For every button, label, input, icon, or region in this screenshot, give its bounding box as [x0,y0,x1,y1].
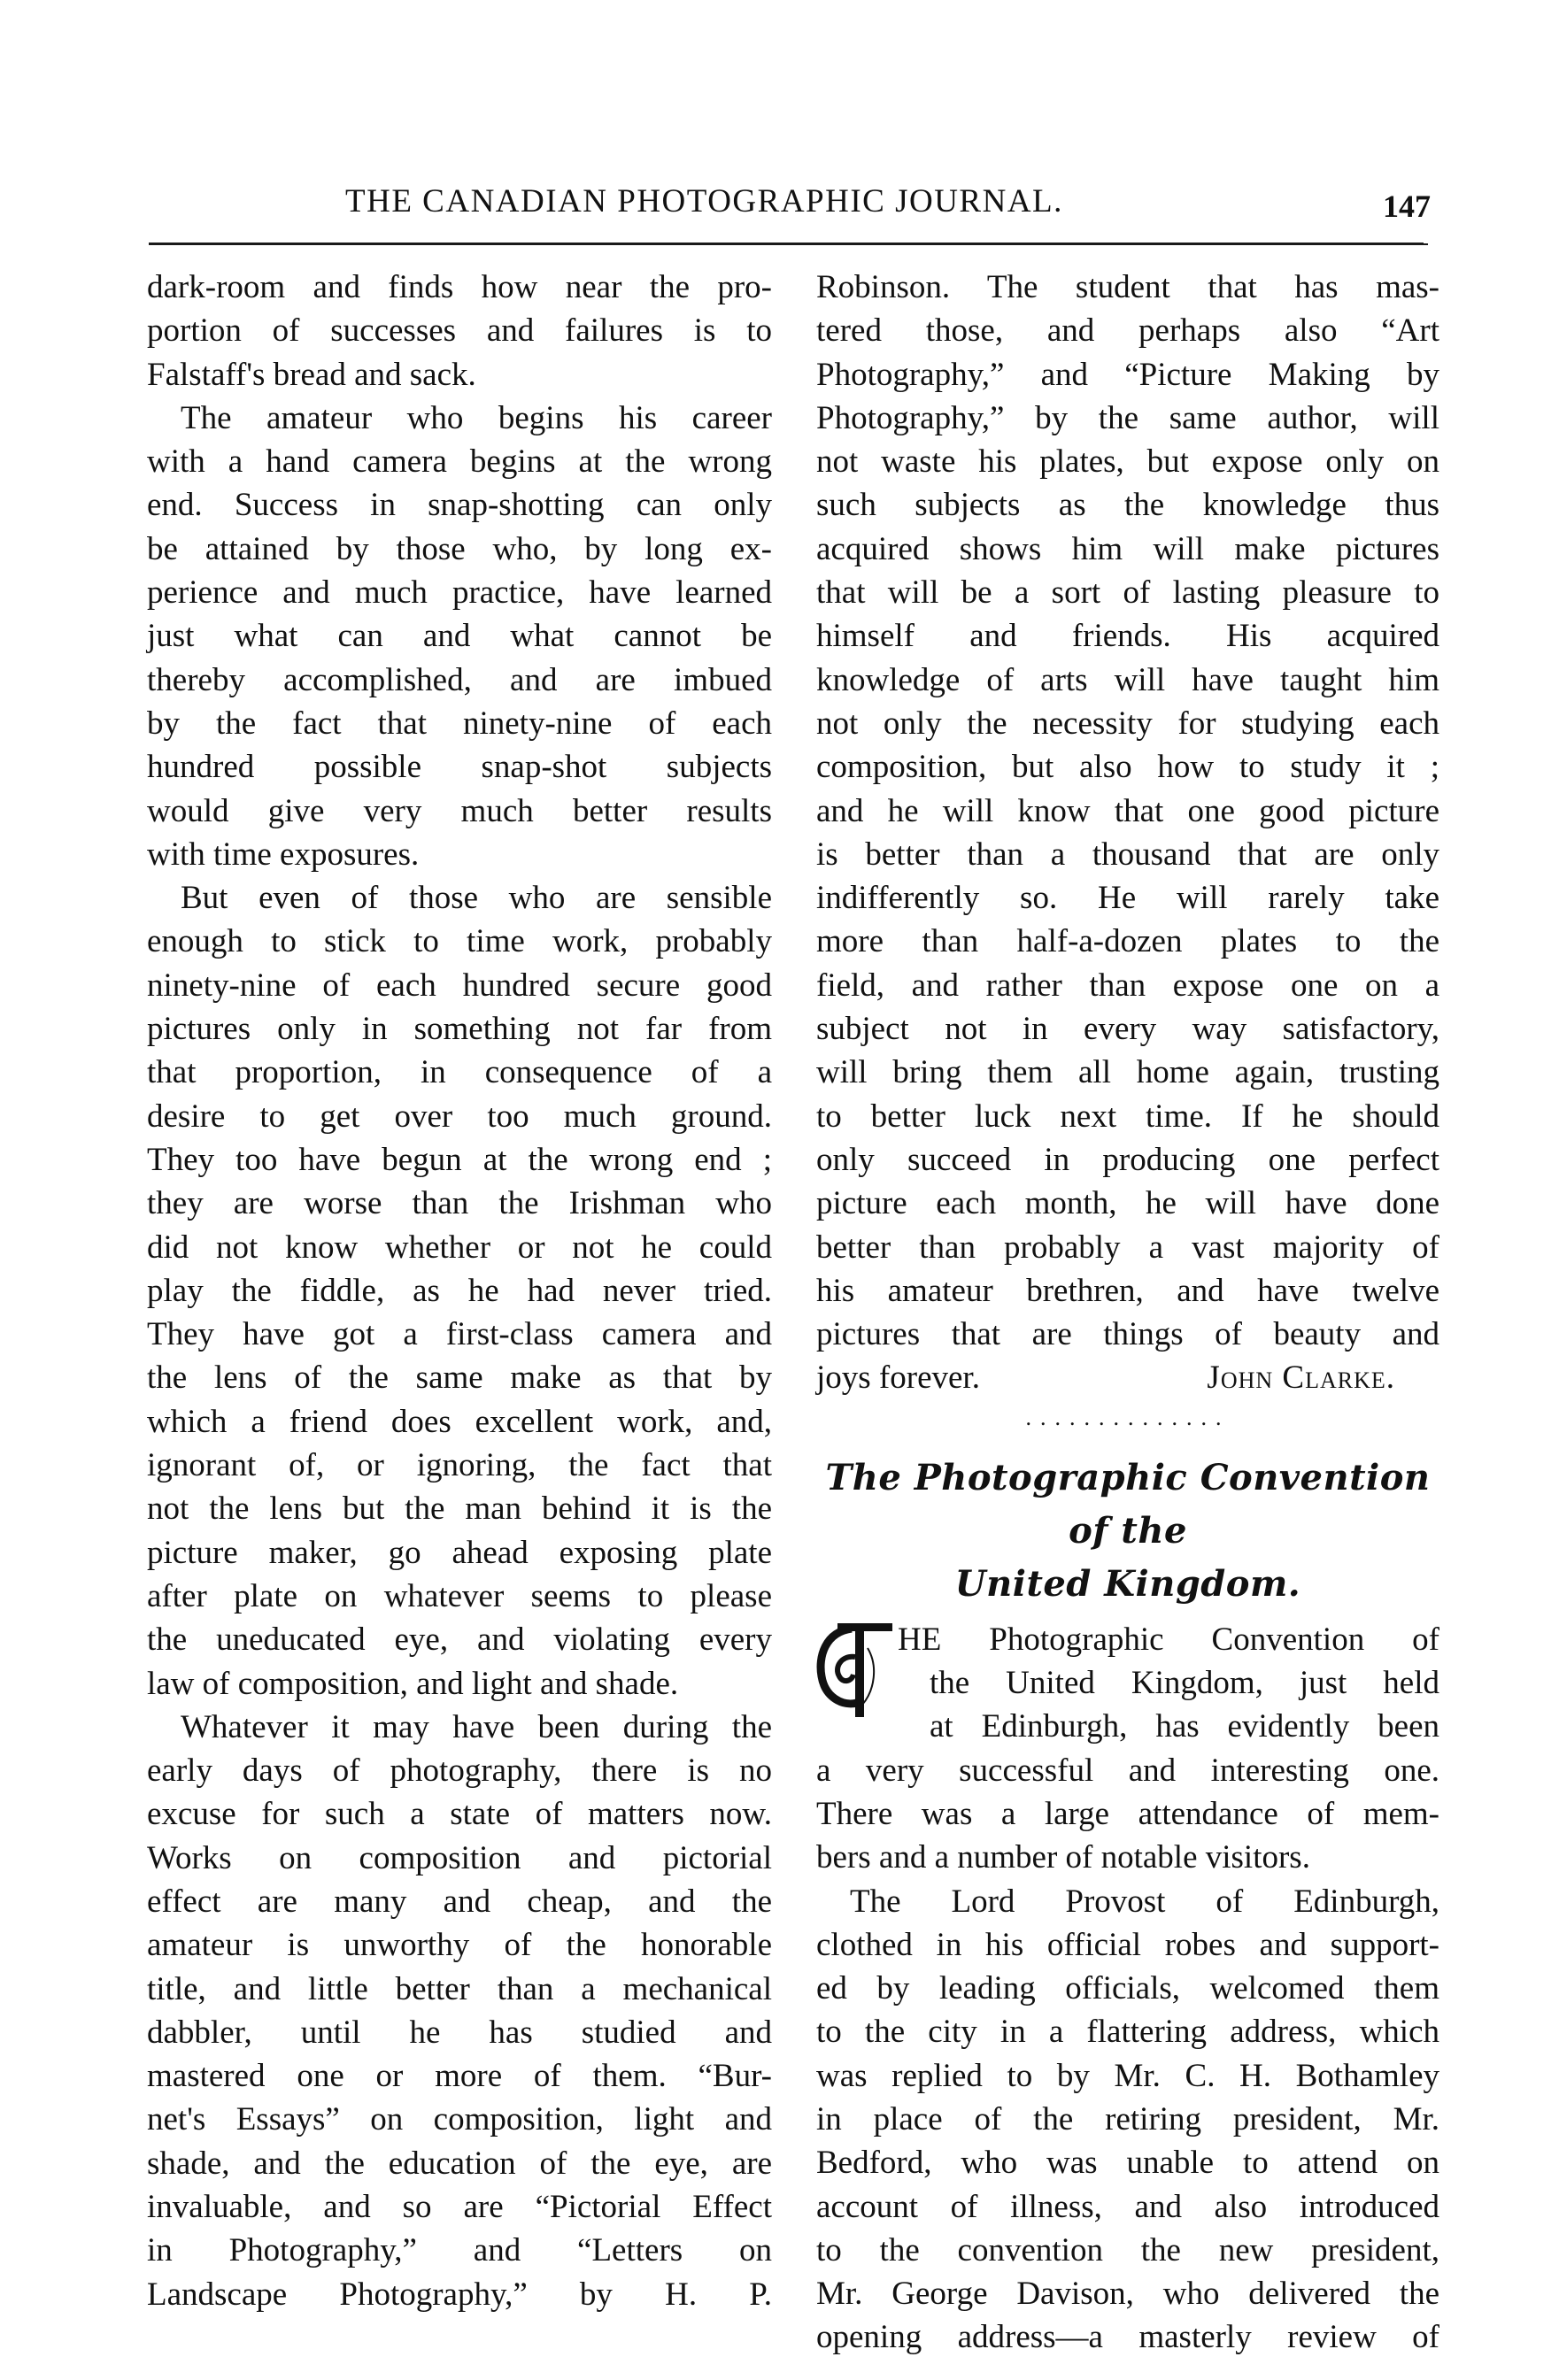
text-line: acquired shows him will make pictures [816,530,1439,567]
section-divider: .............. [1025,1404,1231,1430]
article-heading-line1: The Photographic Convention of the [825,1456,1431,1552]
paragraph-start-line: The Lord Provost of Edinburgh, [850,1883,1439,1920]
left-column [147,266,772,2316]
text-line: law of composition, and light and shade. [147,1665,679,1702]
text-line: play the fiddle, as he had never tried. [147,1272,772,1309]
signature-line [816,1356,1439,1399]
text-line: subject not in every way satisfactory, [816,1011,1439,1048]
text-line: excuse for such a state of matters now. [147,1796,772,1833]
dropcap-line: the United Kingdom, just held [930,1665,1439,1702]
closing-text: joys forever. [816,1359,980,1397]
text-line: just what can and what cannot be [147,618,772,655]
text-line: better than probably a vast majority of [816,1229,1439,1266]
text-line: that proportion, in consequence of a [147,1054,772,1091]
text-line: They have got a first-class camera and [147,1316,772,1353]
text-line: not the lens but the man behind it is the [147,1490,772,1528]
text-line: ignorant of, or ignoring, the fact that [147,1447,772,1484]
dropcap-line: at Edinburgh, has evidently been [930,1708,1439,1745]
text-line: indifferently so. He will rarely take [816,880,1439,917]
author-signature: John Clarke. [1207,1359,1395,1397]
text-line: Works on composition and pictorial [147,1839,772,1876]
text-line: to the city in a flattering address, which [816,2014,1439,2051]
text-line: pictures only in something not far from [147,1011,772,1048]
text-line: more than half-a-dozen plates to the [816,923,1439,960]
drop-cap-t-icon [816,1621,892,1728]
text-line: bers and a number of notable visitors. [816,1839,1310,1876]
text-line: account of illness, and also introduced [816,2188,1439,2225]
text-line: with a hand camera begins at the wrong [147,443,772,481]
text-line: picture maker, go ahead exposing plate [147,1534,772,1571]
right-column [816,266,1439,2360]
text-line: such subjects as the knowledge thus [816,487,1439,524]
text-line: mastered one or more of them. “Bur- [147,2058,772,2095]
dropcap-paragraph [816,1618,1439,1749]
text-line: amateur is unworthy of the honorable [147,1927,772,1964]
text-line: shade, and the education of the eye, are [147,2145,772,2182]
text-line: perience and much practice, have learned [147,574,772,612]
text-line: opening address—a masterly review of [816,2319,1439,2356]
text-line: was replied to by Mr. C. H. Bothamley [816,2057,1439,2094]
text-line: dabbler, until he has studied and [147,2014,772,2051]
text-line: knowledge of arts will have taught him [816,661,1439,698]
page-number: 147 [1383,189,1431,224]
text-line: invaluable, and so are “Pictorial Effect [147,2189,772,2226]
text-line: would give very much better results [147,792,772,829]
text-line: with time exposures. [147,836,420,873]
text-line: the uneducated eye, and violating every [147,1621,772,1659]
text-line: There was a large attendance of mem- [816,1795,1439,1832]
text-line: did not know whether or not he could [147,1229,772,1266]
text-line: portion of successes and failures is to [147,312,772,350]
text-line: to better luck next time. If he should [816,1098,1439,1135]
text-line: the lens of the same make as that by [147,1359,772,1397]
text-line: net's Essays” on composition, light and [147,2101,772,2138]
text-line: thereby accomplished, and are imbued [147,661,772,698]
text-line: to the convention the new president, [816,2231,1439,2268]
text-line: in place of the retiring president, Mr. [816,2100,1439,2137]
text-line: They too have begun at the wrong end ; [147,1141,772,1178]
text-line: early days of photography, there is no [147,1752,772,1790]
paragraph-start-line: The amateur who begins his career [181,399,772,436]
text-line: Landscape Photography,” by H. P. [147,2276,772,2313]
text-line: in Photography,” and “Letters on [147,2232,772,2269]
text-line: Bedford, who was unable to attend on [816,2145,1439,2182]
article-heading-line2: United Kingdom. [954,1562,1301,1605]
text-line: a very successful and interesting one. [816,1752,1439,1789]
running-head: THE CANADIAN PHOTOGRAPHIC JOURNAL. [345,183,1063,220]
text-line: Mr. George Davison, who delivered the [816,2276,1439,2313]
text-line: Robinson. The student that has mas- [816,269,1439,305]
text-line: pictures that are things of beauty and [816,1316,1439,1353]
text-line: will bring them all home again, trusting [816,1054,1439,1091]
text-line: his amateur brethren, and have twelve [816,1272,1439,1309]
header-rule [149,243,1424,245]
text-line: Falstaff's bread and sack. [147,356,476,393]
text-line: not waste his plates, but expose only on [816,443,1439,481]
header-rule-tail [1419,243,1428,245]
dropcap-line: HE Photographic Convention of [898,1621,1439,1658]
text-line: ed by leading officials, welcomed them [816,1970,1439,2007]
paragraph-start-line: But even of those who are sensible [181,880,772,917]
text-line: composition, but also how to study it ; [816,749,1439,786]
text-line: ninety-nine of each hundred secure good [147,967,772,1004]
text-line: hundred possible snap-shot subjects [147,749,772,786]
text-line: desire to get over too much ground. [147,1098,772,1135]
text-line: which a friend does excellent work, and, [147,1403,772,1440]
text-line: himself and friends. His acquired [816,618,1439,655]
text-line: by the fact that ninety-nine of each [147,705,772,742]
text-line: dark-room and finds how near the pro- [147,269,772,305]
text-line: enough to stick to time work, probably [147,923,772,960]
text-line: Photography,” and “Picture Making by [816,356,1439,393]
text-line: tered those, and perhaps also “Art [816,312,1439,350]
text-line: title, and little better than a mechanical [147,1970,772,2007]
text-line: that will be a sort of lasting pleasure to [816,574,1439,612]
text-line: is better than a thousand that are only [816,836,1439,873]
text-line: be attained by those who, by long ex- [147,530,772,567]
paragraph-start-line: Whatever it may have been during the [181,1708,772,1745]
text-line: picture each month, he will have done [816,1185,1439,1222]
text-line: end. Success in snap-shotting can only [147,487,772,524]
text-line: field, and rather than expose one on a [816,967,1439,1004]
text-line: only succeed in producing one perfect [816,1141,1439,1178]
text-line: effect are many and cheap, and the [147,1883,772,1920]
text-line: clothed in his official robes and support- [816,1926,1439,1963]
text-line: after plate on whatever seems to please [147,1577,772,1614]
text-line: they are worse than the Irishman who [147,1185,772,1222]
text-line: not only the necessity for studying each [816,705,1439,742]
text-line: Photography,” by the same author, will [816,399,1439,436]
text-line: and he will know that one good picture [816,792,1439,829]
